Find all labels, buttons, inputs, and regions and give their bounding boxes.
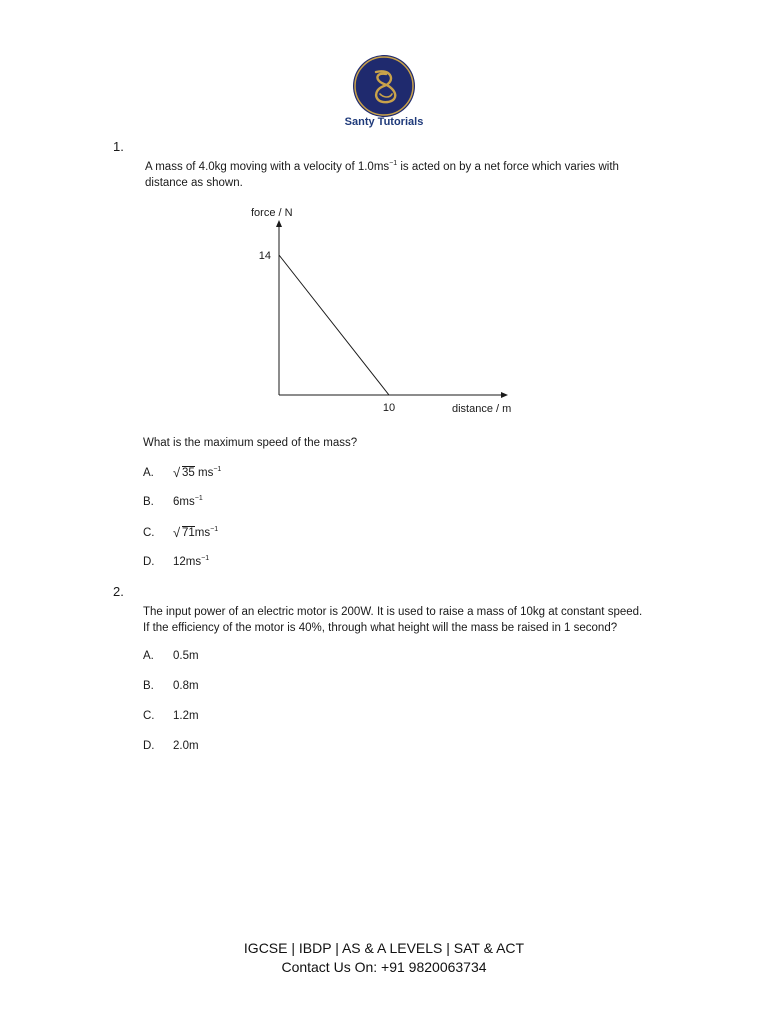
question-1-text — [145, 159, 665, 191]
option-value — [173, 527, 218, 539]
option-letter: A. — [143, 467, 154, 479]
option-value: 1.2m — [173, 710, 199, 722]
option-letter: A. — [143, 650, 154, 662]
q2-option-a[interactable] — [143, 650, 343, 668]
option-value: 2.0m — [173, 740, 199, 752]
question-1-text-part-a: A mass of 4.0kg moving with a velocity of 1.0ms — [145, 161, 390, 173]
question-1-text-part-b: is acted on by a net force which varies with — [397, 161, 619, 173]
q1-option-d[interactable] — [143, 556, 343, 574]
option-value: 0.8m — [173, 680, 199, 692]
option-unit: ms — [194, 527, 211, 539]
y-axis-arrow — [276, 220, 282, 227]
question-2-number: 2. — [113, 584, 124, 599]
unit-exponent: −1 — [201, 555, 210, 562]
radicand: 35 — [182, 467, 195, 479]
question-1-prompt: What is the maximum speed of the mass? — [143, 437, 358, 449]
option-letter: C. — [143, 710, 155, 722]
unit-exponent: −1 — [389, 160, 398, 167]
q1-option-a[interactable] — [143, 467, 343, 485]
brand-name: Santy Tutorials — [344, 116, 424, 128]
q1-option-c[interactable] — [143, 527, 343, 545]
option-letter: D. — [143, 740, 155, 752]
question-1-number: 1. — [113, 139, 124, 154]
footer-courses: IGCSE | IBDP | AS & A LEVELS | SAT & ACT — [243, 940, 525, 956]
q2-option-c[interactable] — [143, 710, 343, 728]
santy-tutorials-logo — [352, 54, 416, 118]
unit-exponent: −1 — [210, 526, 219, 533]
unit-exponent: −1 — [194, 495, 203, 502]
q2-option-b[interactable] — [143, 680, 343, 698]
option-letter: D. — [143, 556, 155, 568]
force-distance-graph — [230, 200, 530, 420]
q2-option-d[interactable] — [143, 740, 343, 758]
radicand: 71 — [182, 527, 195, 539]
option-letter: C. — [143, 527, 155, 539]
option-value: $6ms^{-1}$ — [173, 495, 203, 508]
question-2-text — [143, 604, 703, 636]
force-line — [279, 255, 499, 395]
unit-exponent: −1 — [213, 466, 222, 473]
option-unit: ms — [198, 467, 214, 479]
x-axis-label: distance / m — [452, 403, 512, 415]
option-value: $12ms^{-1}$ — [173, 555, 210, 568]
option-value — [173, 467, 221, 479]
x-axis-arrow — [501, 392, 508, 398]
question-2-line-1: The input power of an electric motor is 200W. It is used to raise a mass of 10kg at constant speed. — [143, 606, 643, 618]
question-2-line-2: If the efficiency of the motor is 40%, through what height will the mass be raised in 1 second? — [143, 622, 618, 634]
footer-contact: Contact Us On: +91 9820063734 — [281, 959, 487, 975]
footer — [0, 939, 768, 977]
option-letter: B. — [143, 496, 154, 508]
x-tick-label: 10 — [382, 402, 396, 414]
question-1-text-line-2: distance as shown. — [145, 177, 243, 189]
y-tick-label: 14 — [258, 250, 271, 262]
q1-option-b[interactable] — [143, 496, 343, 514]
option-value: 0.5m — [173, 650, 199, 662]
square-root-sign: √ — [173, 465, 181, 480]
option-letter: B. — [143, 680, 154, 692]
square-root-sign: √ — [173, 525, 181, 540]
y-axis-label: force / N — [251, 207, 293, 219]
